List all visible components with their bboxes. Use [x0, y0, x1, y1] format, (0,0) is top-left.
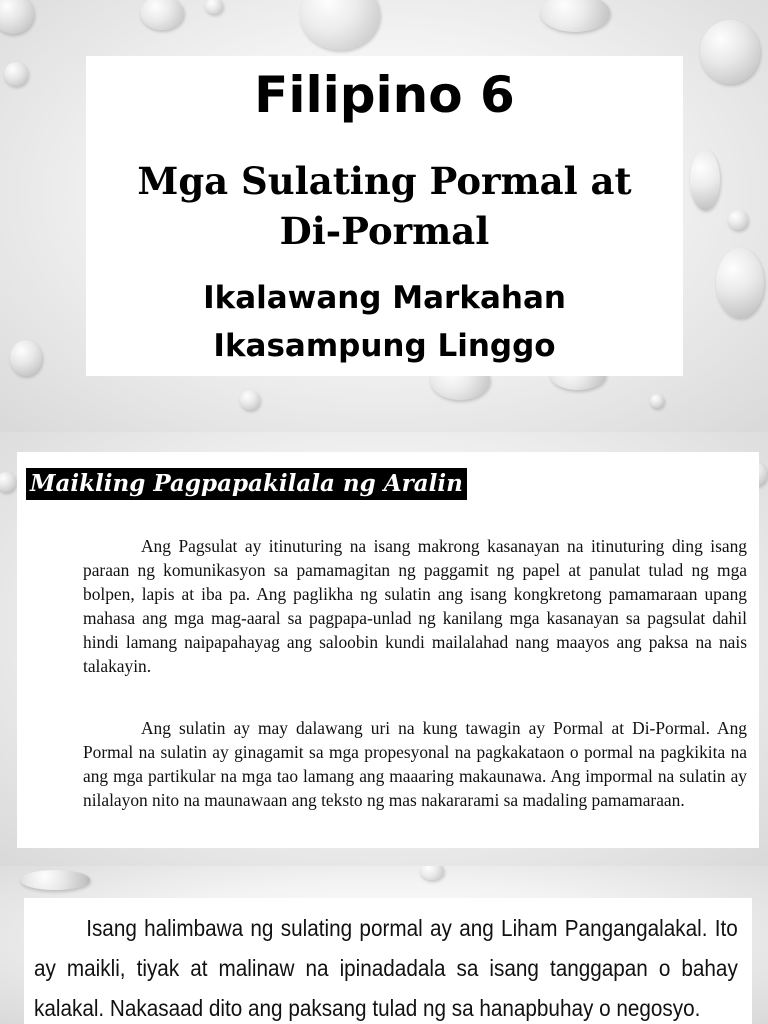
title-box: [86, 56, 683, 376]
subtitle-line-1: Mga Sulating Pormal at: [137, 159, 632, 203]
water-drop: [690, 150, 720, 210]
water-drop: [20, 870, 90, 890]
water-drop: [10, 340, 42, 376]
week-label: Ikasampung Linggo: [213, 328, 556, 364]
water-drop: [0, 0, 34, 34]
water-drop: [700, 20, 760, 84]
slide-subtitle: [86, 156, 683, 256]
water-drop: [650, 394, 664, 408]
water-drop: [728, 210, 748, 230]
paragraph-2: Ang sulatin ay may dalawang uri na kung tawagin ay Pormal at Di-Pormal. Ang Pormal na sulatin ay ginagamit sa mga propesyonal na pagkakataon o pormal na pagkikita na ang mga partikular na mga tao lamang ang maaaring makaunawa. Ang impormal na sulatin ay nilalayon nito na maunawaan ang teksto ng mas nakararami sa madaling pamamaraan.: [83, 718, 747, 810]
water-drop: [716, 248, 764, 318]
example-slide: [0, 866, 768, 1024]
subtitle-line-2: Di-Pormal: [279, 209, 490, 253]
example-document: [24, 898, 752, 1024]
water-drop: [240, 390, 260, 410]
paragraph-1: Ang Pagsulat ay itinuturing na isang makrong kasanayan na itinuturing ding isang paraan ng komunikasyon sa pamamagitan ng paggamit ng papel at panulat tulad ng mga bolpen, lapis at iba pa. Ang paglikha ng sulatin ang isang kongkretong pamamaraan upang mahasa ang mga mag-aaral sa pagpapa-unlad ng kanilang mga kasanayan sa pagsulat dahil hindi lamang naipapahayag ang saloobin kundi mailalahad nang maayos ang paksa na nais talakayin.: [83, 536, 747, 676]
section-heading: Maikling Pagpapakilala ng Aralin: [26, 468, 467, 500]
quarter-label: Ikalawang Markahan: [203, 280, 566, 316]
lesson-intro-slide: [0, 432, 768, 866]
water-drop: [4, 62, 28, 86]
water-drop: [420, 866, 444, 880]
water-drop: [300, 0, 380, 50]
water-drop: [0, 472, 16, 492]
water-drop: [205, 0, 223, 14]
water-drop: [140, 0, 184, 30]
title-slide: [0, 0, 768, 432]
lesson-document: [17, 452, 759, 848]
slide-title: Filipino 6: [254, 66, 515, 124]
water-drop: [540, 0, 610, 32]
example-paragraph: Isang halimbawa ng sulating pormal ay ang Liham Pangangalakal. Ito ay maikli, tiyak at malinaw na ipinadadala sa isang tanggapan o bahay kalakal. Nakasaad dito ang paksang tulad ng sa hanapbuhay o negosyo.: [34, 915, 738, 1021]
